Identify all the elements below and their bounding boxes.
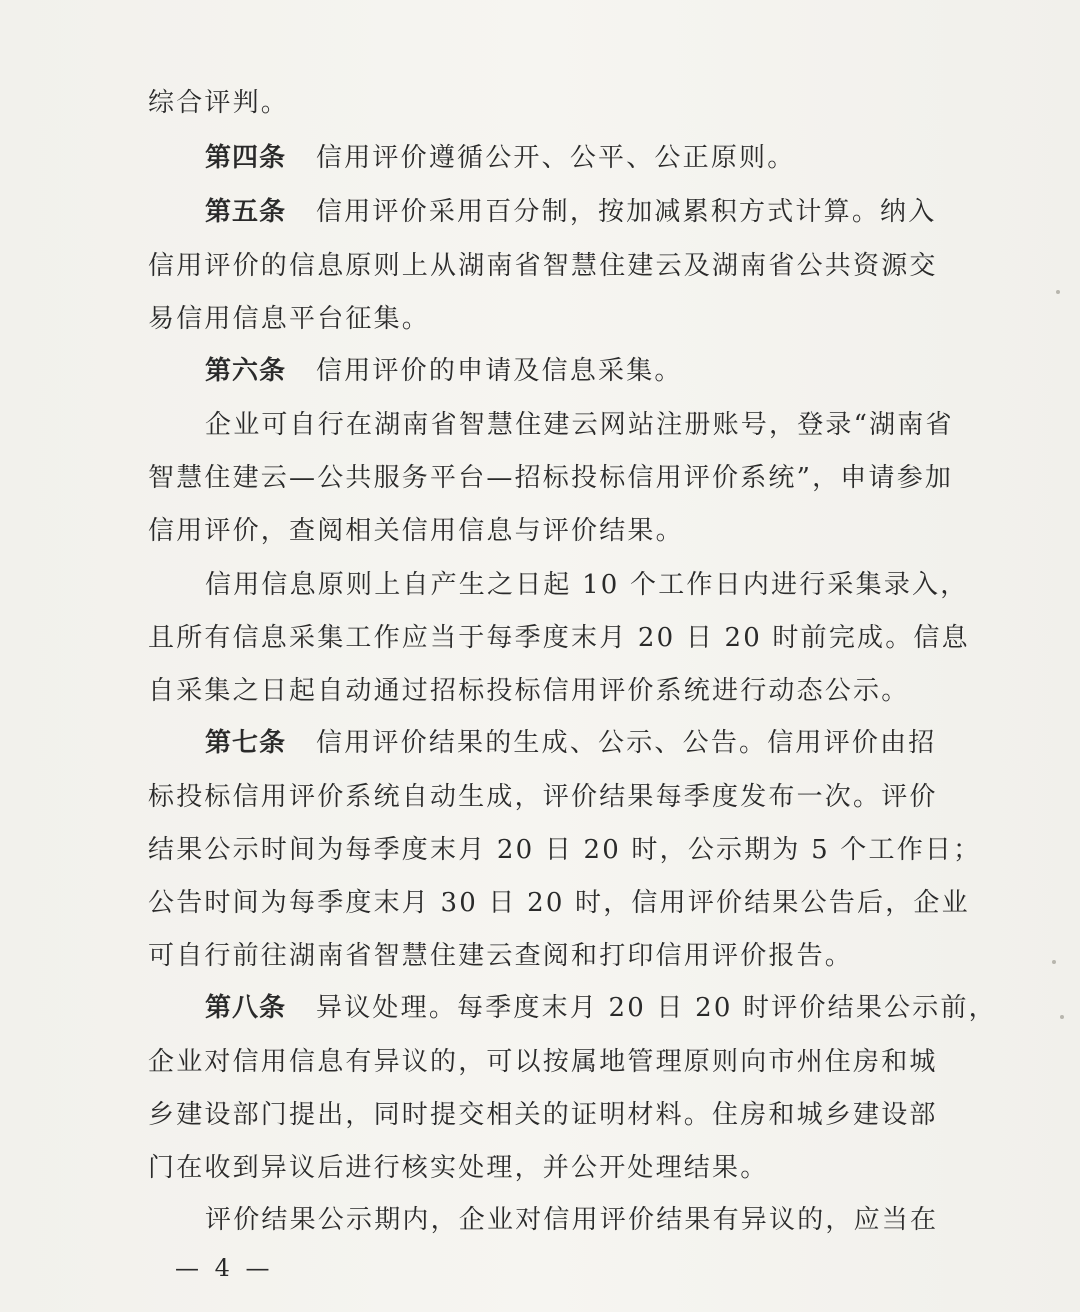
article-8-heading: 第八条 [205, 993, 287, 1023]
text-line: 易信用信息平台征集。 [148, 304, 431, 334]
text-line: 信用信息原则上自产生之日起 10 个工作日内进行采集录入， [205, 570, 969, 600]
text-line: 智慧住建云—公共服务平台—招标投标信用评价系统”，申请参加 [148, 463, 954, 493]
text-line: 公告时间为每季度末月 30 日 20 时，信用评价结果公告后，企业 [148, 888, 970, 918]
paper-speck [1056, 290, 1060, 294]
text-line: 且所有信息采集工作应当于每季度末月 20 日 20 时前完成。信息 [148, 623, 970, 653]
article-8-line: 第八条 异议处理。每季度末月 20 日 20 时评价结果公示前， [205, 993, 997, 1023]
page-number: — 4 — [175, 1254, 274, 1282]
text-line: 结果公示时间为每季度末月 20 日 20 时，公示期为 5 个工作日； [148, 835, 982, 865]
text-line: 自采集之日起自动通过招标投标信用评价系统进行动态公示。 [148, 676, 910, 706]
article-6-heading: 第六条 [205, 356, 287, 386]
text-line: 乡建设部门提出，同时提交相关的证明材料。住房和城乡建设部 [148, 1100, 938, 1130]
article-7-line: 第七条 信用评价结果的生成、公示、公告。信用评价由招 [205, 728, 937, 758]
text-line: 标投标信用评价系统自动生成，评价结果每季度发布一次。评价 [148, 782, 938, 812]
article-5-heading: 第五条 [205, 197, 287, 227]
paper-speck [1060, 1015, 1064, 1019]
text-line: 综合评判。 [148, 88, 290, 118]
article-6-line: 第六条 信用评价的申请及信息采集。 [205, 356, 683, 386]
text-line: 信用评价的信息原则上从湖南省智慧住建云及湖南省公共资源交 [148, 251, 938, 281]
paper-speck [1052, 960, 1056, 964]
text-line: 企业可自行在湖南省智慧住建云网站注册账号，登录“湖南省 [205, 410, 954, 440]
article-7-heading: 第七条 [205, 728, 287, 758]
text-line: 评价结果公示期内，企业对信用评价结果有异议的，应当在 [205, 1205, 939, 1235]
text-line: 可自行前往湖南省智慧住建云查阅和打印信用评价报告。 [148, 941, 854, 971]
text-line: 门在收到异议后进行核实处理，并公开处理结果。 [148, 1153, 769, 1183]
text-line: 信用评价，查阅相关信用信息与评价结果。 [148, 516, 684, 546]
text-line: 企业对信用信息有异议的，可以按属地管理原则向市州住房和城 [148, 1047, 938, 1077]
article-4-line: 第四条 信用评价遵循公开、公平、公正原则。 [205, 143, 796, 173]
article-4-heading: 第四条 [205, 143, 287, 173]
article-5-line: 第五条 信用评价采用百分制，按加减累积方式计算。纳入 [205, 197, 937, 227]
